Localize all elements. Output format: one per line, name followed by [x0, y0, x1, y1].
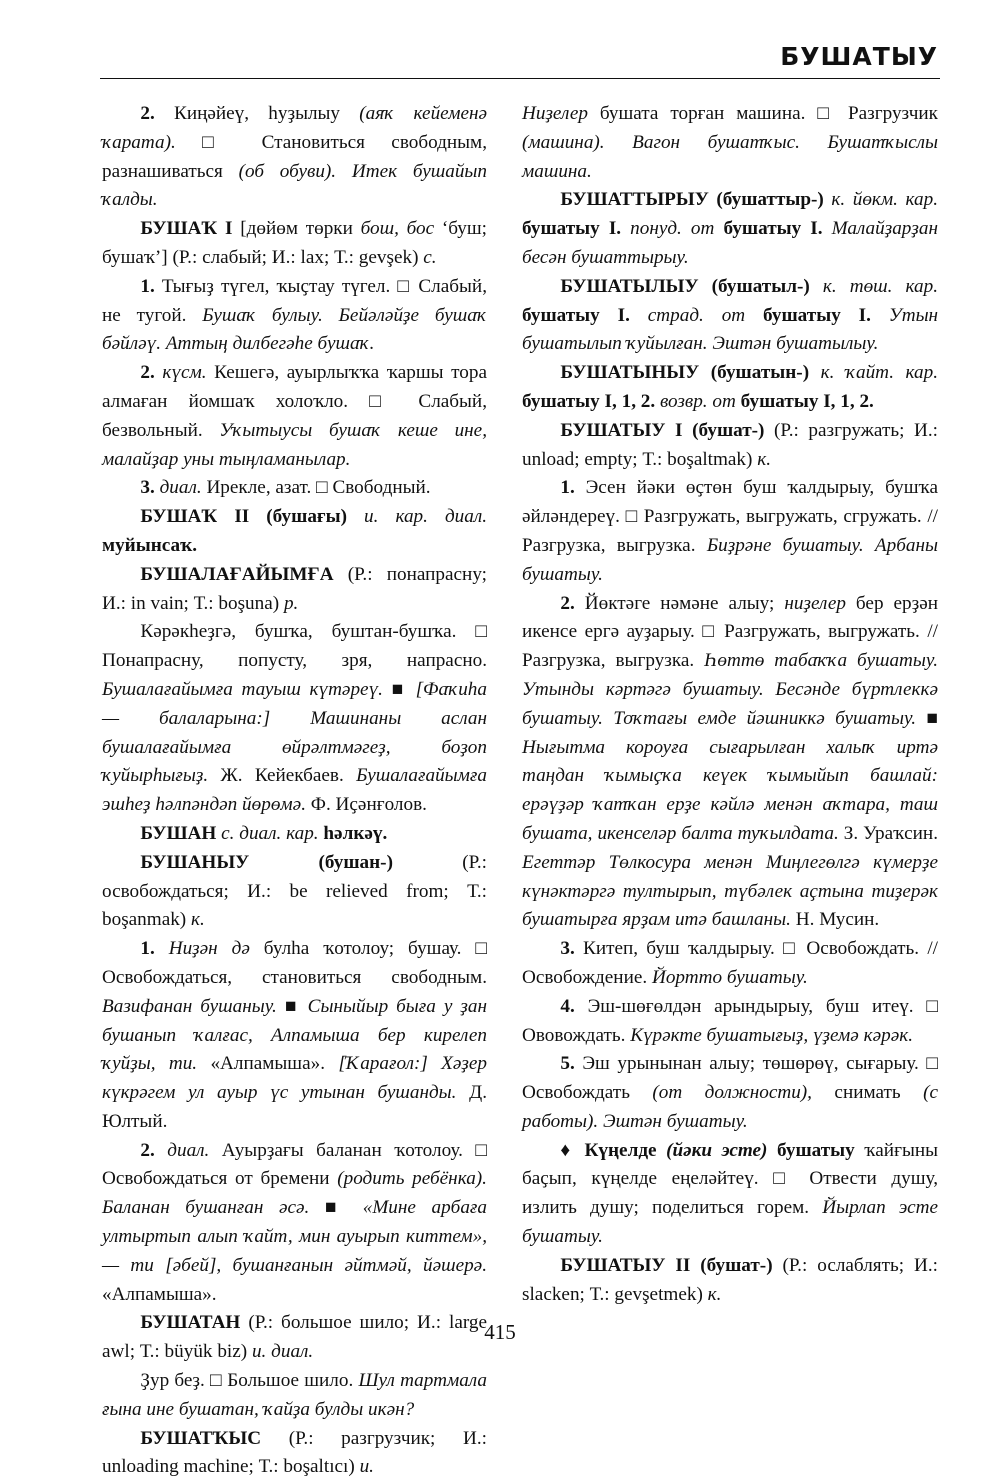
text-run: БУШАҠ I: [140, 218, 233, 240]
dictionary-paragraph: [522, 1252, 938, 1310]
dictionary-paragraph: [522, 474, 938, 589]
text-run: [871, 305, 889, 326]
dictionary-paragraph: [102, 503, 487, 561]
text-run: [155, 1140, 167, 1161]
text-run: (Р.: понапрасну; И.: in vain; Т.: boşuna): [102, 563, 487, 614]
dictionary-paragraph: [522, 1137, 938, 1252]
text-run: Йортто бушатыу.: [651, 966, 808, 988]
dictionary-paragraph: [102, 100, 487, 215]
text-run: бер ерҙән икенсе ергә ауҙарыу. □ Разгружать, выгружать. // Разгрузка, выгрузка.: [522, 592, 939, 672]
text-run: (об обуви). Итек бушайып ҡалды.: [102, 160, 488, 211]
text-run: бушатыу I, 1, 2.: [740, 390, 874, 412]
text-run: [823, 218, 832, 239]
text-run: Кешегә, ауырлыҡҡа ҡаршы тора алмаған йомшаҡ холоҡло. □ Слабый, безвольный.: [102, 362, 487, 441]
text-run: 2.: [560, 592, 575, 614]
text-run: и. диал.: [251, 1341, 314, 1363]
text-run: ■: [276, 995, 308, 1017]
text-run: «Алпамыша».: [197, 1053, 339, 1075]
text-run: 4.: [560, 995, 575, 1017]
text-run: 1.: [140, 275, 155, 297]
header-rule: [100, 78, 940, 79]
text-run: ‘буш; бушаҡ’] (Р.: слабый; И.: lax; Т.: gevşek): [102, 218, 487, 268]
text-run: к. төш. кар.: [822, 275, 939, 297]
text-run: Бушалағайымға тауыш күтәреү.: [102, 678, 383, 700]
dictionary-paragraph: [522, 359, 938, 417]
text-run: и.: [359, 1456, 374, 1478]
text-run: 3.: [560, 938, 575, 960]
text-run: [дөйөм төрки: [232, 218, 361, 240]
dictionary-paragraph: [522, 186, 938, 272]
text-run: [745, 305, 763, 326]
text-run: БУШАЛАҒАЙЫМҒА: [140, 563, 334, 585]
dictionary-paragraph: [522, 590, 938, 936]
text-run: БУШАН: [140, 822, 217, 844]
text-run: (родить ребёнка). Баланан бушанған әсә.: [102, 1168, 487, 1219]
text-run: бушатыу I.: [723, 218, 823, 240]
text-run: Вазифанан бушаныу.: [102, 995, 277, 1017]
text-run: Китеп, буш ҡалдырыу. □ Освобождать. // Освобождение.: [522, 938, 938, 988]
text-run: (аяҡ кейеменә ҡарата).: [102, 103, 487, 153]
text-run: Һөттө табаҡҡа бушатыу. Утынды кәртәгә бушатыу. Бесәнде бүртлеккә бушатыу. Тоҡтағы емде йәшниккә бушатыу.: [522, 650, 938, 729]
text-run: һәлкәү.: [323, 822, 388, 844]
text-run: [Ҡарағол:] Хәҙер күкрәгем ул ауыр үс утынан бушанды.: [102, 1053, 487, 1104]
text-run: 1.: [140, 938, 155, 960]
text-run: булһа ҡотолоу; бушау. □ Освобождаться, становиться свободным.: [102, 938, 487, 988]
text-run: Н. Мусин.: [790, 909, 880, 931]
text-run: снимать: [811, 1082, 924, 1104]
dictionary-paragraph: [102, 1425, 487, 1482]
text-run: Малайҙарҙан бесән бушаттырыу.: [522, 218, 938, 268]
text-run: Ҙур беҙ. □ Большое шило.: [140, 1370, 359, 1392]
text-run: Ирекле, азат. □ Свободный.: [201, 477, 431, 499]
text-run: с. диал. кар.: [221, 822, 319, 844]
dictionary-paragraph: [102, 1367, 487, 1425]
text-run: к.: [191, 909, 205, 931]
text-run: «Алпамыша».: [102, 1283, 217, 1305]
text-run: Йөктәге нәмәне алыу;: [574, 592, 785, 614]
text-run: [657, 1140, 667, 1161]
text-run: Киңәйеү, һуҙылыу: [154, 103, 360, 124]
text-run: 5.: [560, 1053, 575, 1075]
left-column: [102, 100, 487, 1482]
text-run: бушата торған машина. □ Разгрузчик: [587, 103, 938, 124]
text-run: бушатыу: [776, 1139, 855, 1161]
dictionary-paragraph: [102, 474, 487, 503]
text-run: муйынсаҡ.: [102, 534, 197, 556]
text-run: Бушалағайымға эшһеҙ һәлпәндәп йөрөмә.: [102, 765, 487, 816]
dictionary-paragraph: [102, 1137, 487, 1310]
text-run: (Р.: ослаблять; И.: slacken; Т.: gevşetmek): [522, 1254, 938, 1305]
text-run: Күңелде: [584, 1139, 657, 1161]
text-run: Ауырҙағы баланан ҡотолоу. □ Освобождаться от бремени: [102, 1139, 487, 1190]
text-run: р.: [283, 592, 299, 614]
page-number: 415: [484, 1320, 516, 1344]
text-run: Сыныйыр быға у ҙан бушанып ҡалғас, Алпамыша бер кирелеп ҡуйҙы, ти.: [102, 995, 488, 1075]
right-column: [522, 100, 938, 1309]
text-run: БУШАТЫНЫУ (бушатын-): [560, 362, 810, 384]
dictionary-paragraph: [522, 273, 938, 359]
text-run: (Р.: разгрузчик; И.: unloading machine; Т.: boşaltıcı): [102, 1427, 487, 1478]
text-run: страд. от: [647, 304, 746, 326]
text-run: БУШАТЫУ II (бушат-): [560, 1254, 773, 1276]
text-run: «Мине арбаға ултыртып алып ҡайт, мин ауырып киттем», — ти [әбей], бушанғанын әйтмәй, йәшерә.: [102, 1197, 487, 1276]
text-run: Ж. Кейекбаев.: [208, 765, 357, 787]
text-run: Егеттәр Төлкосура менән Миңлегөлгә күмерҙе күнәктәргә тултырып, түбәлек аҫтына тиҙерәк бушатырға ярҙам итә башланы.: [522, 851, 938, 931]
text-run: Кәрәкһеҙгә, бушҡа, буштан-бушҡа. □ Понапрасну, попусту, зря, напрасно.: [102, 621, 487, 672]
text-run: бушатыу I.: [522, 304, 630, 326]
text-run: БУШАТТЫРЫУ (бушаттыр-): [560, 189, 824, 211]
text-run: 3.: [140, 477, 155, 499]
text-run: күсм.: [162, 362, 207, 384]
text-run: (машина). Вагон бушатҡыс. Бушатҡыслы машина.: [522, 131, 938, 182]
text-run: (с работы). Эштән бушатыу.: [522, 1082, 938, 1132]
text-run: ♦: [560, 1139, 585, 1161]
text-run: ■: [309, 1197, 363, 1219]
text-run: понуд. от: [630, 218, 715, 240]
text-run: Бушаҡ булыу. Бейәләйҙе бушаҡ бәйләү. Аттың дилбегәһе бушаҡ.: [102, 304, 487, 355]
text-run: [621, 218, 630, 239]
text-run: [Фаҡиһа — балаларына:] Машинаны аслан бушалағайымға өйрәлтмәгеҙ, боҙоп ҡуйырһығыҙ.: [102, 678, 487, 787]
text-run: [347, 506, 364, 527]
dictionary-paragraph: [102, 618, 487, 820]
text-run: Тығыҙ түгел, ҡыҫтау түгел. □ Слабый, не тугой.: [102, 275, 487, 326]
text-run: (от должности),: [652, 1082, 812, 1104]
text-run: Күрәкте бушатығыҙ, үҙемә кәрәк.: [630, 1024, 913, 1046]
text-run: 2.: [140, 362, 155, 384]
dictionary-paragraph: [522, 1050, 938, 1136]
text-run: З. Ураҡсин.: [838, 822, 938, 844]
text-run: 1.: [560, 477, 575, 499]
text-run: Ниҙән дә: [168, 938, 250, 960]
dictionary-paragraph: [102, 359, 487, 474]
running-headword: БУШАТЫУ: [780, 42, 938, 71]
text-run: Шул тартмала ғына ине бушатан, ҡайҙа булды икән?: [102, 1370, 487, 1420]
text-run: БУШАНЫУ (бушан-): [140, 851, 393, 873]
text-run: к. йөкм. кар.: [831, 189, 938, 211]
text-run: (Р.: разгружать; И.: unload; empty; Т.: boşaltmak): [522, 419, 938, 470]
text-run: БУШАТЫУ I (бушат-): [560, 419, 765, 441]
text-run: Йырлап эсте бушатыу.: [522, 1197, 938, 1248]
text-run: Ф. Иҫәнғолов.: [306, 794, 427, 816]
dictionary-paragraph: [102, 215, 487, 273]
dictionary-paragraph: [522, 100, 938, 186]
dictionary-paragraph: [522, 935, 938, 993]
text-run: (йәки эсте): [666, 1139, 768, 1161]
text-run: бушатыу I, 1, 2.: [522, 390, 656, 412]
text-run: бош, бос: [360, 218, 435, 240]
text-run: [767, 1140, 777, 1161]
text-run: БУШАҠ II (бушағы): [140, 506, 348, 528]
text-run: [810, 276, 823, 297]
text-run: БУШАТҠЫС: [140, 1427, 262, 1449]
text-run: БУШАТЫЛЫУ (бушатыл-): [560, 275, 810, 297]
text-run: ■: [382, 678, 416, 700]
text-run: [155, 938, 169, 959]
text-run: бушатыу I.: [522, 218, 622, 240]
dictionary-paragraph: [102, 935, 487, 1137]
text-run: ■: [916, 707, 938, 729]
text-run: возвр. от: [659, 390, 736, 412]
text-run: Утын бушатылып ҡуйылған. Эштән бушатылыу.: [522, 304, 939, 355]
text-run: 2.: [140, 1139, 155, 1161]
text-run: Ниҙелер: [522, 103, 588, 124]
text-run: Д. Юлтый.: [102, 1082, 487, 1132]
text-run: (Р.: освобождаться; И.: be relieved from; Т.: boşanmak): [102, 851, 487, 931]
text-run: Биҙрәне бушатыу. Арбаны бушатыу.: [522, 534, 938, 585]
text-run: диал.: [167, 1139, 210, 1161]
text-run: ҡайғыны баҫып, күңелде еңеләйтеү. □ Отвести душу, излить душу; поделиться горем.: [522, 1139, 938, 1219]
text-run: к.: [757, 448, 771, 470]
dictionary-paragraph: [102, 273, 487, 359]
text-run: к.: [707, 1283, 722, 1305]
text-run: диал.: [159, 477, 202, 499]
text-run: Эш-шөғөлдән арындырыу, буш итеү. □ Ововождать.: [522, 995, 938, 1046]
text-run: ниҙелер: [784, 592, 846, 614]
text-run: к. ҡайт. кар.: [820, 362, 939, 384]
text-run: Эсен йәки өҫтөн буш ҡалдырыу, бушҡа әйләндереү. □ Разгружать, выгружать, сгружать. // Разгрузка, выгрузка.: [522, 477, 938, 556]
dictionary-paragraph: [102, 820, 487, 849]
dictionary-paragraph: [102, 561, 487, 619]
text-run: и. кар. диал.: [364, 506, 488, 528]
dictionary-paragraph: [522, 417, 938, 475]
text-run: Уҡытыусы бушаҡ кеше ине, малайҙар уны тыңламанылар.: [102, 419, 487, 470]
text-run: [809, 362, 821, 383]
text-run: с.: [423, 246, 437, 268]
text-run: бушатыу I.: [763, 304, 871, 326]
text-run: (Р.: большое шило; И.: large awl; Т.: büyük biz): [102, 1312, 487, 1363]
text-run: 2.: [140, 103, 155, 124]
text-run: БУШАТАН: [140, 1312, 241, 1334]
text-run: □ Становиться свободным, разнашиваться: [102, 131, 487, 182]
dictionary-paragraph: [102, 849, 487, 935]
dictionary-paragraph: [522, 993, 938, 1051]
text-run: Эш урынынан алыу; төшөрөү, сығарыу. □ Освобождать: [522, 1053, 938, 1104]
text-run: [630, 305, 648, 326]
text-run: Нығытма короуға сығарылған халыҡ иртә таңдан ҡымыҫҡа кеүек ҡымыйып башлай: ерәүҙәр ҡатҡан ерҙе кәйлә менән аҡтара, таш бушата, икенселәр балта туҡылдата.: [522, 736, 938, 844]
